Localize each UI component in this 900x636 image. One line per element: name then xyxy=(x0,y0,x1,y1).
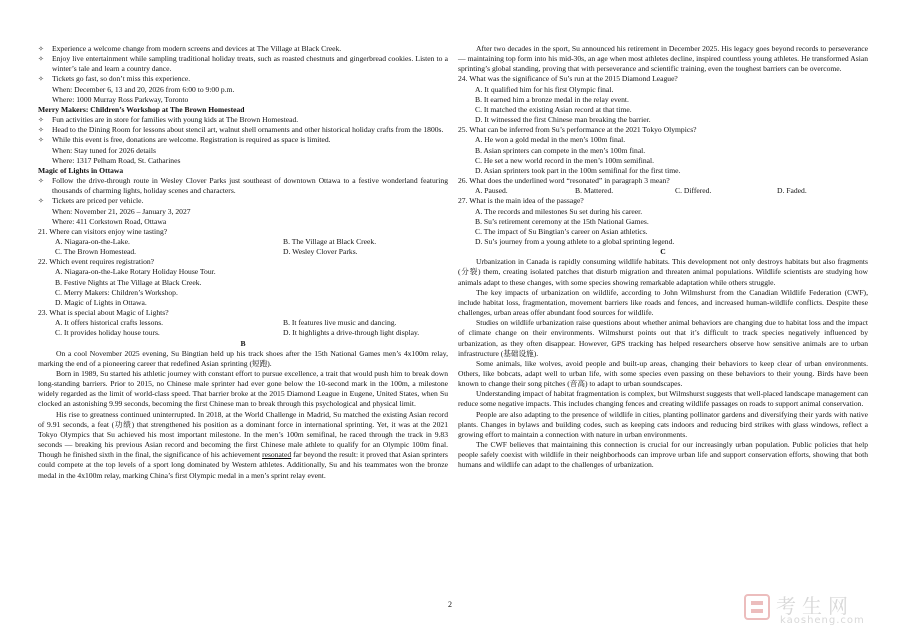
option-a: A. Niagara-on-the-Lake. xyxy=(55,236,130,246)
watermark-text: 考生网 xyxy=(776,594,854,618)
right-column xyxy=(458,44,868,471)
option-c: C. It matched the existing Asian record at that time. xyxy=(475,104,632,114)
event-heading: Merry Makers: Children’s Workshop at The Brown Homestead xyxy=(38,104,245,114)
watermark-logo-icon xyxy=(742,592,772,622)
bullet-icon: ✧ xyxy=(38,55,44,64)
option-c: C. He set a new world record in the men’s 100m semifinal. xyxy=(475,155,655,165)
option-a: A. It offers historical crafts lessons. xyxy=(55,318,164,328)
bullet-icon: ✧ xyxy=(38,197,44,206)
bullet-item: ✧ Fun activities are in store for families with young kids at The Brown Homestead. xyxy=(38,115,299,125)
passage-paragraph: Understanding impact of habitat fragmentation is complex, but Wilmshurst suggests that well-placed landscape management can reduce some negative impacts. This includes changing fences and creating wildlife passages on roads to support animal conservation. xyxy=(458,389,868,409)
option-a: A. It qualified him for his first Olympic final. xyxy=(475,84,614,94)
passage-paragraph: Some animals, like wolves, avoid people and built-up areas, changing their behaviors to keep clear of urban environments. Others, like bobcats, adapt well to urban life, with some species even passing on these behaviors to their young. Birds have been known to change their song pitches (音高) to adapt to urban soundscapes. xyxy=(458,358,868,389)
question-27: 27. What is the main idea of the passage? xyxy=(458,196,584,206)
event-when: When: December 6, 13 and 20, 2026 from 6:00 to 9:00 p.m. xyxy=(52,84,235,94)
option-b: B. Mattered. xyxy=(575,186,614,196)
section-b-heading: B xyxy=(240,338,246,348)
passage-paragraph: People are also adapting to the presence of wildlife in cities, planting pollinator gardens and diversifying their yards with native plants. Changes in bylaws and building codes, such as keeping cats indoors and reducing bird strikes with glass windows, reflect a growing effort to maintain a connection with nature in urban environments. xyxy=(458,409,868,439)
option-d: D. Asian sprinters took part in the 100m semifinal for the first time. xyxy=(475,165,681,175)
bullet-item: ✧ Follow the drive-through route in Wesley Clover Parks just southeast of downtown Ottawa to a festive wonderland featuring thousands of charming lights, holiday scenes and characters. xyxy=(38,176,448,196)
passage-paragraph: The CWF believes that maintaining this connection is crucial for our increasingly urban population. Public policies that help people safely coexist with wildlife in their neighborhoods can improve urban life and support conservation efforts, showing that both humans and wildlife can adapt to the challenges of urbanization. xyxy=(458,440,868,470)
option-d: D. Su’s journey from a young athlete to a global sprinting legend. xyxy=(475,236,675,246)
option-a: A. He won a gold medal in the men’s 100m final. xyxy=(475,135,626,145)
event-when: When: November 21, 2026 – January 3, 2027 xyxy=(52,206,191,216)
option-c: C. It provides holiday house tours. xyxy=(55,328,160,338)
section-c-heading: C xyxy=(660,247,666,257)
event-where: Where: 411 Corkstown Road, Ottawa xyxy=(52,216,167,226)
option-c: C. The impact of Su Bingtian’s career on Asian athletics. xyxy=(475,226,648,236)
passage-paragraph: On a cool November 2025 evening, Su Bingtian held up his track shoes after the 15th National Games men’s 4x100m relay, marking the end of a pioneering career that redefined Asian sprinting (短跑). xyxy=(38,348,448,368)
question-21: 21. Where can visitors enjoy wine tasting? xyxy=(38,226,168,236)
option-b: B. It earned him a bronze medal in the relay event. xyxy=(475,94,629,104)
option-c: C. Differed. xyxy=(675,186,712,196)
bullet-item: ✧ Experience a welcome change from modern screens and devices at The Village at Black Creek. xyxy=(38,44,342,53)
bullet-icon: ✧ xyxy=(38,75,44,84)
question-23: 23. What is special about Magic of Lights? xyxy=(38,308,169,318)
option-d: D. Wesley Clover Parks. xyxy=(283,247,358,257)
left-column xyxy=(38,44,448,481)
option-a: A. Paused. xyxy=(475,186,508,196)
underlined-word: resonated xyxy=(262,450,292,460)
bullet-item: ✧ Tickets are priced per vehicle. xyxy=(38,196,144,206)
event-heading: Magic of Lights in Ottawa xyxy=(38,165,124,175)
options-23 xyxy=(38,318,448,338)
bullet-icon: ✧ xyxy=(38,136,44,145)
option-a: A. Niagara-on-the-Lake Rotary Holiday House Tour. xyxy=(55,267,216,277)
question-25: 25. What can be inferred from Su’s performance at the 2021 Tokyo Olympics? xyxy=(458,125,697,135)
option-b: B. Festive Nights at The Village at Black Creek. xyxy=(55,277,202,287)
page-number: 2 xyxy=(448,600,452,609)
bullet-item: ✧ Enjoy live entertainment while sampling traditional holiday treats, such as roasted chestnuts and gingerbread cookies. Listen to a winter’s tale and learn a country dance. xyxy=(38,54,448,74)
passage-paragraph: Studies on wildlife urbanization raise questions about whether animal behaviors are changing due to habitat loss and the impact of climate change on their environments. Wilmshurst points out that it’s difficult to track species negatively influenced by urbanization, as they often disappear. However, GPS tracking has helped researchers observe how sensitive animals are to urban infrastructure (基础设施). xyxy=(458,318,868,358)
bullet-icon: ✧ xyxy=(38,177,44,186)
option-c: C. Merry Makers: Children’s Workshop. xyxy=(55,287,178,297)
option-b: B. It features live music and dancing. xyxy=(283,318,397,328)
bullet-item: ✧ Head to the Dining Room for lessons about stencil art, walnut shell ornaments and other historical holiday crafts from the 1800s. xyxy=(38,125,444,135)
question-22: 22. Which event requires registration? xyxy=(38,257,155,267)
option-d: D. Magic of Lights in Ottawa. xyxy=(55,297,147,307)
option-a: A. The records and milestones Su set during his career. xyxy=(475,206,643,216)
event-where: Where: 1000 Murray Ross Parkway, Toronto xyxy=(52,94,189,104)
passage-paragraph: After two decades in the sport, Su announced his retirement in December 2025. His legacy goes beyond records to perseverance — maintaining top form into his mid-30s, an age when most athletes decline, inspired countless young athletes. He transformed Asian sprinting’s global standing, proving that with perseverance and scientific training, even the toughest barriers can be overcome. xyxy=(458,44,868,74)
options-21 xyxy=(38,237,448,257)
bullet-icon: ✧ xyxy=(38,126,44,135)
passage-paragraph: Urbanization in Canada is rapidly consuming wildlife habitats. This development not only destroys habitats but also fragments (分裂) them, creating isolated patches that disturb migration and threaten animal populations. Wildlife scientists are studying how animals adapt to these changes, with some species showing remarkable adaptation while others struggle. xyxy=(458,257,868,287)
option-d: D. It witnessed the first Chinese man breaking the barrier. xyxy=(475,115,651,125)
passage-paragraph: Born in 1989, Su started his athletic journey with constant effort to pursue excellence, a trait that would push him to break down long-standing barriers. Prior to 2015, no Chinese male sprinter had ever gone below the 10-second mark in the 100m, a milestone widely regarded as the limit of world-class speed. That barrier broke at the 2015 Diamond League in Eugene, United States, when Su clocked an astonishing 9.99 seconds, becoming the first Chinese man to break through this psychological and physical limit. xyxy=(38,369,448,409)
event-where: Where: 1317 Pelham Road, St. Catharines xyxy=(52,155,181,165)
question-24: 24. What was the significance of Su’s run at the 2015 Diamond League? xyxy=(458,74,678,84)
option-b: B. The Village at Black Creek. xyxy=(283,236,377,246)
bullet-icon: ✧ xyxy=(38,116,44,125)
event-when: When: Stay tuned for 2026 details xyxy=(52,145,156,155)
option-b: B. Su’s retirement ceremony at the 15th National Games. xyxy=(475,216,649,226)
option-c: C. The Brown Homestead. xyxy=(55,247,137,257)
watermark xyxy=(742,590,892,630)
passage-paragraph: The key impacts of urbanization on wildlife, according to John Wilmshurst from the Canadian Wildlife Federation (CWF), include habitat loss, fragmentation, movement barriers like roads and fences, and increased human-wildlife conflicts. Despite these challenges, urban areas offer abundant food sources for wildlife. xyxy=(458,287,868,318)
bullet-item: ✧ While this event is free, donations are welcome. Registration is required as space is limited. xyxy=(38,135,331,145)
bullet-item: ✧ Tickets go fast, so don’t miss this experience. xyxy=(38,74,191,84)
bullet-icon: ✧ xyxy=(38,45,44,53)
option-d: D. It highlights a drive-through light display. xyxy=(283,328,420,338)
question-26: 26. What does the underlined word “resonated” in paragraph 3 mean? xyxy=(458,176,670,186)
option-b: B. Asian sprinters can compete in the men’s 100m final. xyxy=(475,145,646,155)
watermark-url: kaosheng.com xyxy=(780,615,865,626)
passage-paragraph: His rise to greatness continued uninterrupted. In 2018, at the World Challenge in Madrid, Su matched the existing Asian record of 9.91 seconds, a feat (功绩) that strengthened his position as a dominant force in international sprinting. Yet, it was at the 2021 Tokyo Olympics that Su achieved his most important milestone. In the men’s 100m semifinal, he raced through the track in 9.83 seconds — breaking his previous Asian record and becoming the first Chinese male athlete to qualify for an Olympic 100m final. Though he finished sixth in the final, the significance of his achievement resonated far beyond the result: it proved that Asian sprinters could compete at the top levels of a sport long dominated by Western athletes. Additionally, Su and his teammates won the bronze medal in the 4x100m relay, marking China’s first Olympic medal in a men’s sprint relay event. xyxy=(38,409,448,480)
option-d: D. Faded. xyxy=(777,186,807,196)
options-26 xyxy=(458,186,868,196)
